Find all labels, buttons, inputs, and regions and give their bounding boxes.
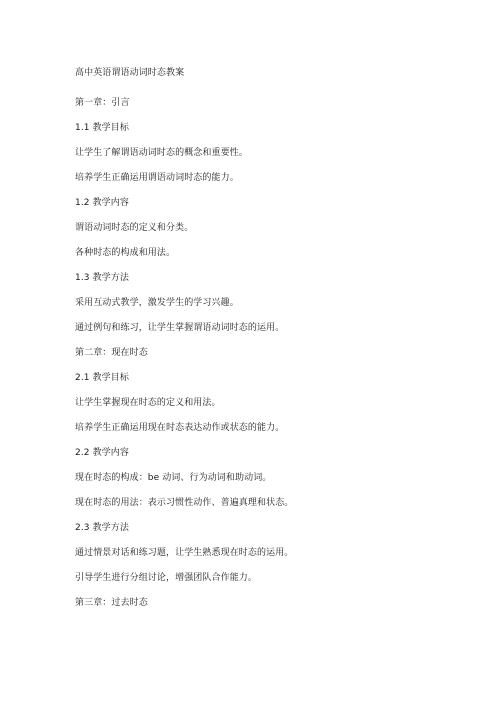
paragraph: 让学生了解谓语动词时态的概念和重要性。 [75, 148, 248, 158]
section-2-1-heading: 2.1 教学目标 [75, 373, 129, 383]
chapter-3-heading: 第三章：过去时态 [75, 598, 148, 608]
section-1-3-heading: 1.3 教学方法 [75, 273, 129, 283]
paragraph: 各种时态的构成和用法。 [75, 248, 176, 258]
section-1-2-heading: 1.2 教学内容 [75, 198, 129, 208]
paragraph: 引导学生进行分组讨论，增强团队合作能力。 [75, 573, 258, 583]
paragraph: 谓语动词时态的定义和分类。 [75, 223, 194, 233]
paragraph: 通过例句和练习，让学生掌握谓语动词时态的运用。 [75, 323, 285, 333]
section-1-1-heading: 1.1 教学目标 [75, 123, 129, 133]
paragraph: 让学生掌握现在时态的定义和用法。 [75, 398, 221, 408]
chapter-2-heading: 第二章：现在时态 [75, 348, 148, 358]
document-title: 高中英语谓语动词时态教案 [75, 68, 185, 78]
paragraph: 现在时态的构成：be 动词、行为动词和助动词。 [75, 473, 272, 483]
paragraph: 现在时态的用法：表示习惯性动作、普遍真理和状态。 [75, 498, 294, 508]
section-2-3-heading: 2.3 教学方法 [75, 523, 129, 533]
paragraph: 培养学生正确运用谓语动词时态的能力。 [75, 173, 239, 183]
chapter-1-heading: 第一章：引言 [75, 98, 130, 108]
paragraph: 培养学生正确运用现在时态表达动作或状态的能力。 [75, 423, 285, 433]
paragraph: 通过情景对话和练习题，让学生熟悉现在时态的运用。 [75, 548, 294, 558]
paragraph: 采用互动式教学，激发学生的学习兴趣。 [75, 298, 239, 308]
section-2-2-heading: 2.2 教学内容 [75, 448, 129, 458]
